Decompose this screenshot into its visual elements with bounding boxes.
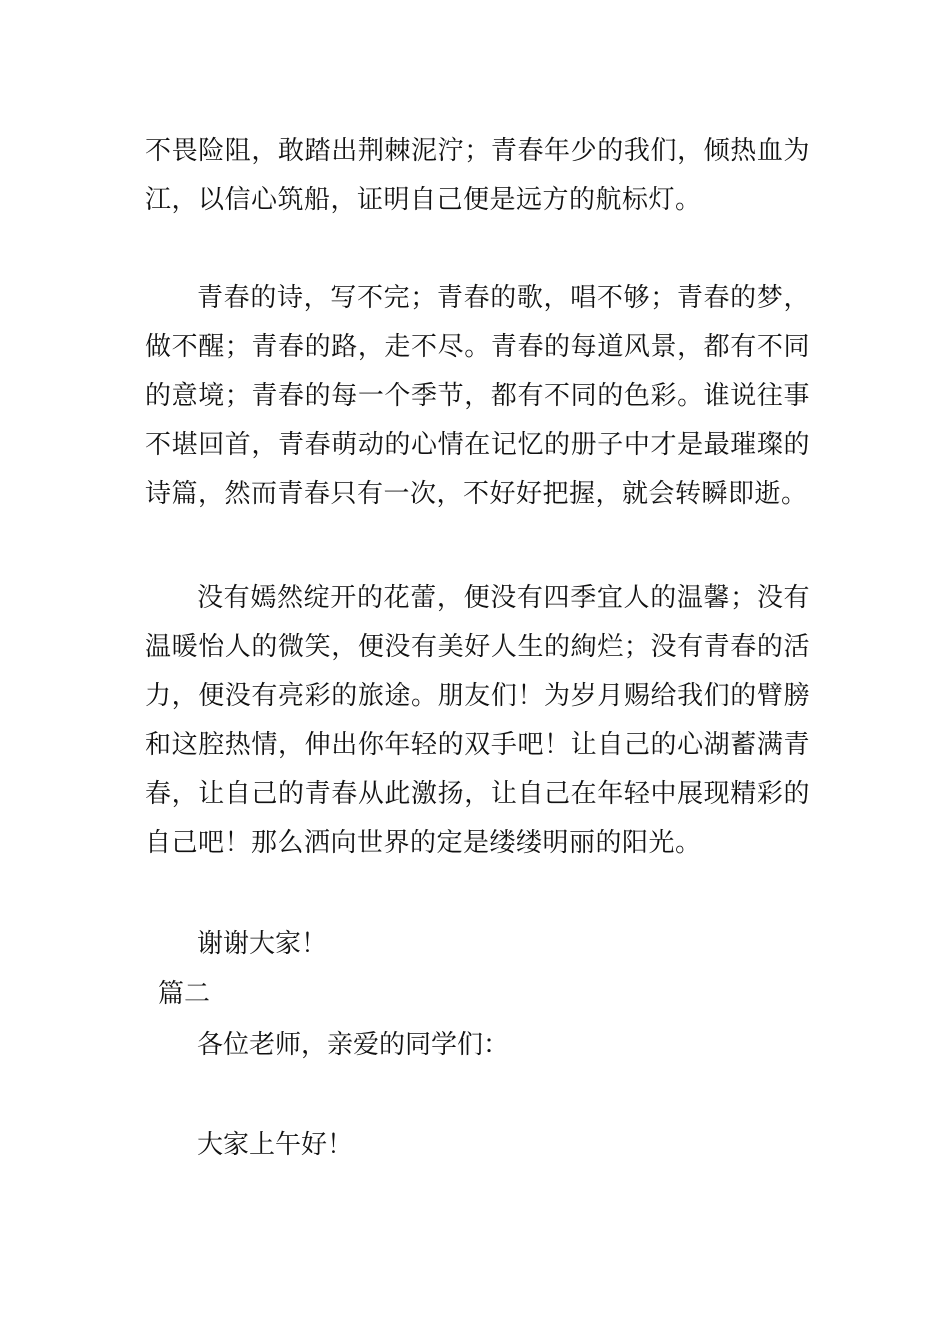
- closing-thanks: 谢谢大家！: [197, 929, 328, 959]
- greeting-line: 各位老师，亲爱的同学们：: [197, 1030, 510, 1060]
- good-morning-line: 大家上午好！: [197, 1130, 354, 1160]
- section-title: 篇二: [158, 979, 211, 1009]
- paragraph-1: 不畏险阻，敢踏出荆棘泥泞；青春年少的我们，倾热血为江，以信心筑船，证明自己便是远方的航标灯。: [145, 136, 810, 215]
- paragraph-2: 青春的诗，写不完；青春的歌，唱不够；青春的梦，做不醒；青春的路，走不尽。青春的每道风景，都有不同的意境；青春的每一个季节，都有不同的色彩。谁说往事不堪回首，青春萌动的心情在记忆的册子中才是最璀璨的诗篇，然而青春只有一次，不好好把握，就会转瞬即逝。: [145, 283, 810, 509]
- paragraph-3: 没有嫣然绽开的花蕾，便没有四季宜人的温馨；没有温暖怡人的微笑，便没有美好人生的絢烂；没有青春的活力，便没有亮彩的旅途。朋友们！为岁月赐给我们的臂膀和这腔热情，伸出你年轻的双手吧！让自己的心湖蓄满青春，让自己的青春从此激扬，让自己在年轻中展现精彩的自己吧！那么洒向世界的定是缕缕明丽的阳光。: [145, 583, 810, 858]
